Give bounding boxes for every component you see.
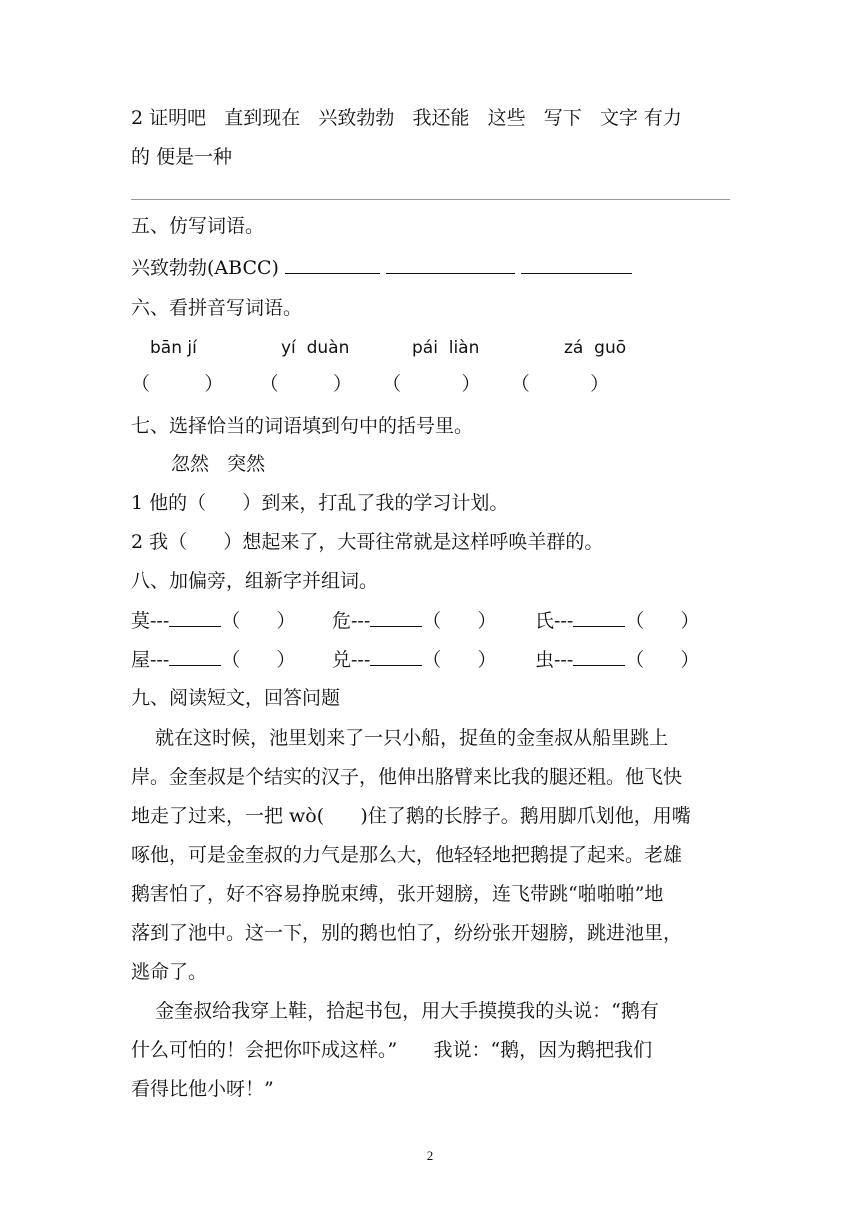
- page-number: 2: [426, 1148, 434, 1163]
- answer-line: [131, 199, 730, 200]
- section-6-title: 六、看拼音写词语。: [131, 297, 303, 319]
- passage-line: 就在这时候，池里划来了一只小船，捉鱼的金奎叔从船里跳上: [131, 727, 669, 749]
- passage-line: 啄他，可是金奎叔的力气是那么大，他轻轻地把鹅提了起来。老雄: [131, 844, 683, 866]
- radical-item: 兑--- （ ）: [332, 649, 497, 671]
- pinyin-brackets: （ ） （ ） （ ） （ ）: [131, 373, 610, 395]
- pinyin-1: bān jí: [150, 338, 197, 358]
- example-word: 兴致勃勃(ABCC): [131, 257, 279, 279]
- q2-line-1: 2 证明吧 直到现在 兴致勃勃 我还能 这些 写下 文字 有力: [131, 107, 682, 129]
- section-7-q1: 1 他的（ ）到来，打乱了我的学习计划。: [131, 492, 509, 514]
- radical-item: 氏--- （ ）: [535, 610, 700, 632]
- passage-line: 什么可怕的！会把你吓成这样。” 我说：“鹅，因为鹅把我们: [131, 1039, 653, 1061]
- pinyin-2: yí duàn: [281, 338, 350, 358]
- section-8-title: 八、加偏旁，组新字并组词。: [131, 570, 379, 592]
- blank-1: [285, 255, 380, 274]
- q2-line-2: 的 便是一种: [131, 146, 233, 168]
- radical-item: 危--- （ ）: [332, 610, 497, 632]
- passage-line: 岸。金奎叔是个结实的汉子，他伸出胳臂来比我的腿还粗。他飞快: [131, 766, 683, 788]
- radical-item: 莫--- （ ）: [131, 610, 296, 632]
- pinyin-4: zá guō: [564, 338, 627, 358]
- passage-line: 地走了过来，一把 wò( )住了鹅的长脖子。鹅用脚爪划他，用嘴: [131, 805, 691, 827]
- passage-line: 看得比他小呀！”: [131, 1078, 274, 1100]
- section-7-title: 七、选择恰当的词语填到句中的括号里。: [131, 415, 474, 437]
- passage-line: 鹅害怕了，好不容易挣脱束缚，张开翅膀，连飞带跳“啪啪啪”地: [131, 883, 664, 905]
- section-9-title: 九、阅读短文，回答问题: [131, 687, 341, 709]
- passage-line: 落到了池中。这一下，别的鹅也怕了，纷纷张开翅膀，跳进池里，: [131, 922, 683, 944]
- passage-line: 逃命了。: [131, 961, 208, 983]
- radical-item: 虫--- （ ）: [535, 649, 700, 671]
- section-5-title: 五、仿写词语。: [131, 215, 265, 237]
- section-7-q2: 2 我（ ）想起来了，大哥往常就是这样呼唤羊群的。: [131, 531, 604, 553]
- section-5-example-row: [131, 255, 732, 280]
- radical-item: 屋--- （ ）: [131, 649, 296, 671]
- pinyin-3: pái liàn: [412, 338, 480, 358]
- passage-line: 金奎叔给我穿上鞋，拾起书包，用大手摸摸我的头说：“鹅有: [131, 1000, 659, 1022]
- blank-3: [521, 255, 632, 274]
- blank-2: [386, 255, 515, 274]
- word-options: 忽然 突然: [171, 453, 266, 475]
